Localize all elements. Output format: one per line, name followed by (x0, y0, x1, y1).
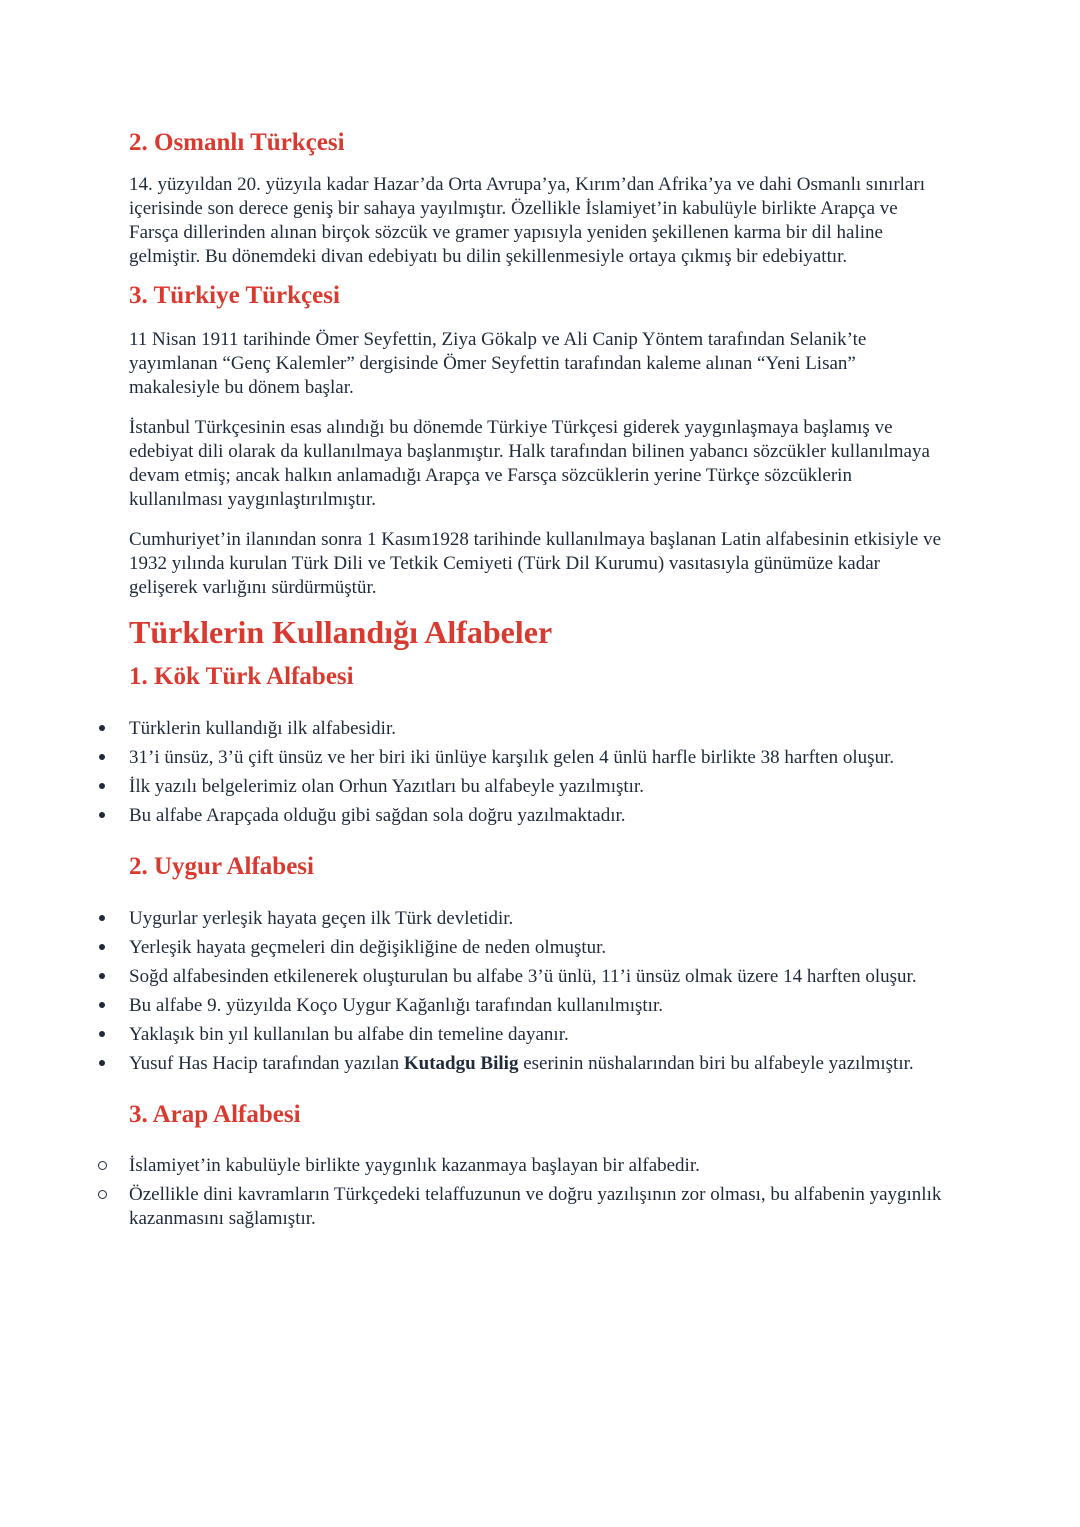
list-item-text: Uygurlar yerleşik hayata geçen ilk Türk devletidir. (129, 908, 514, 929)
circle-bullet-icon (95, 1183, 109, 1207)
list-arap (129, 1154, 949, 1231)
list-item (129, 717, 949, 741)
paragraph-turkiye-3: Cumhuriyet’in ilanından sonra 1 Kasım1928 tarihinde kullanılmaya başlanan Latin alfabesinin etkisiyle ve 1932 yılında kurulan Türk Dili ve Tetkik Cemiyeti (Türk Dil Kurumu) vasıtasıyla günümüze kadar gelişerek varlığını sürdürmüştür. (129, 529, 942, 598)
list-item-text: İslamiyet’in kabulüyle birlikte yaygınlık kazanmaya başlayan bir alfabedir. (129, 1155, 700, 1176)
list-item (129, 1183, 949, 1231)
list-item (129, 775, 949, 799)
bullet-icon (95, 717, 109, 741)
list-item-text: Soğd alfabesinden etkilenerek oluşturulan bu alfabe 3’ü ünlü, 11’i ünsüz olmak üzere 14 harften oluşur. (129, 966, 917, 987)
heading-arap-alfabesi: 3. Arap Alfabesi (129, 1101, 301, 1128)
list-item (129, 804, 949, 828)
bullet-icon (95, 936, 109, 960)
heading-uygur-alfabesi: 2. Uygur Alfabesi (129, 853, 314, 880)
kutadgu-bilig-bold: Kutadgu Bilig (403, 1053, 519, 1074)
list-kok-turk (129, 717, 949, 828)
bullet-icon (95, 746, 109, 770)
heading-turkiye-turkcesi: 3. Türkiye Türkçesi (129, 282, 340, 309)
list-item-text: Yerleşik hayata geçmeleri din değişikliğine de neden olmuştur. (129, 937, 607, 958)
list-item-text: 31’i ünsüz, 3’ü çift ünsüz ve her biri iki ünlüye karşılık gelen 4 ünlü harfle birlikte 38 harften oluşur. (129, 747, 895, 768)
list-item-text: Bu alfabe Arapçada olduğu gibi sağdan sola doğru yazılmaktadır. (129, 805, 626, 826)
heading-turklerin-kullandigi-alfabeler: Türklerin Kullandığı Alfabeler (129, 614, 553, 650)
heading-osmanli-turkcesi: 2. Osmanlı Türkçesi (129, 129, 345, 156)
bullet-icon (95, 907, 109, 931)
list-item-text: Bu alfabe 9. yüzyılda Koço Uygur Kağanlığı tarafından kullanılmıştır. (129, 995, 663, 1016)
bullet-icon (95, 804, 109, 828)
list-item-text: Türklerin kullandığı ilk alfabesidir. (129, 718, 396, 739)
list-item-text: Yaklaşık bin yıl kullanılan bu alfabe din temeline dayanır. (129, 1024, 569, 1045)
list-item-text: eserinin nüshalarından biri bu alfabeyle yazılmıştır. (518, 1053, 914, 1074)
list-item (129, 907, 949, 931)
list-item-text: Yusuf Has Hacip tarafından yazılan (129, 1053, 404, 1074)
list-item (129, 994, 949, 1018)
circle-bullet-icon (95, 1154, 109, 1178)
document-content (129, 126, 949, 1236)
paragraph-turkiye-1: 11 Nisan 1911 tarihinde Ömer Seyfettin, Ziya Gökalp ve Ali Canip Yöntem tarafından Selanik’te yayımlanan “Genç Kalemler” dergisinde Ömer Seyfettin tarafından kaleme alınan “Yeni Lisan” makalesiyle bu dönem başlar. (129, 329, 867, 398)
paragraph-turkiye-2: İstanbul Türkçesinin esas alındığı bu dönemde Türkiye Türkçesi giderek yaygınlaşmaya başlamış ve edebiyat dili olarak da kullanılmaya başlanmıştır. Halk tarafından bilinen yabancı sözcükler kullanılmaya devam etmiş; ancak halkın anlamadığı Arapça ve Farsça sözcüklerin yerine Türkçe sözcüklerin kullanılması yaygınlaştırılmıştır. (129, 417, 930, 510)
bullet-icon (95, 965, 109, 989)
bullet-icon (95, 775, 109, 799)
list-item (129, 746, 949, 770)
list-item-text: İlk yazılı belgelerimiz olan Orhun Yazıtları bu alfabeyle yazılmıştır. (129, 776, 644, 797)
bullet-icon (95, 1052, 109, 1076)
list-item-text: Özellikle dini kavramların Türkçedeki telaffuzunun ve doğru yazılışının zor olması, bu alfabenin yaygınlık kazanmasını sağlamıştır. (129, 1184, 942, 1229)
list-item (129, 936, 949, 960)
paragraph-osmanli: 14. yüzyıldan 20. yüzyıla kadar Hazar’da Orta Avrupa’ya, Kırım’dan Afrika’ya ve dahi Osmanlı sınırları içerisinde son derece geniş bir sahaya yayılmıştır. Özellikle İslamiyet’in kabulüyle birlikte Arapça ve Farsça dillerinden alınan birçok sözcük ve gramer yapısıyla yeniden şekillenen karma bir dil haline gelmiştir. Bu dönemdeki divan edebiyatı bu dilin şekillenmesiyle ortaya çıkmış bir edebiyattır. (129, 174, 925, 267)
bullet-icon (95, 1023, 109, 1047)
list-item (129, 1154, 949, 1178)
list-item (129, 1052, 949, 1076)
heading-kok-turk-alfabesi: 1. Kök Türk Alfabesi (129, 663, 354, 690)
list-uygur (129, 907, 949, 1076)
bullet-icon (95, 994, 109, 1018)
list-item (129, 1023, 949, 1047)
list-item (129, 965, 949, 989)
